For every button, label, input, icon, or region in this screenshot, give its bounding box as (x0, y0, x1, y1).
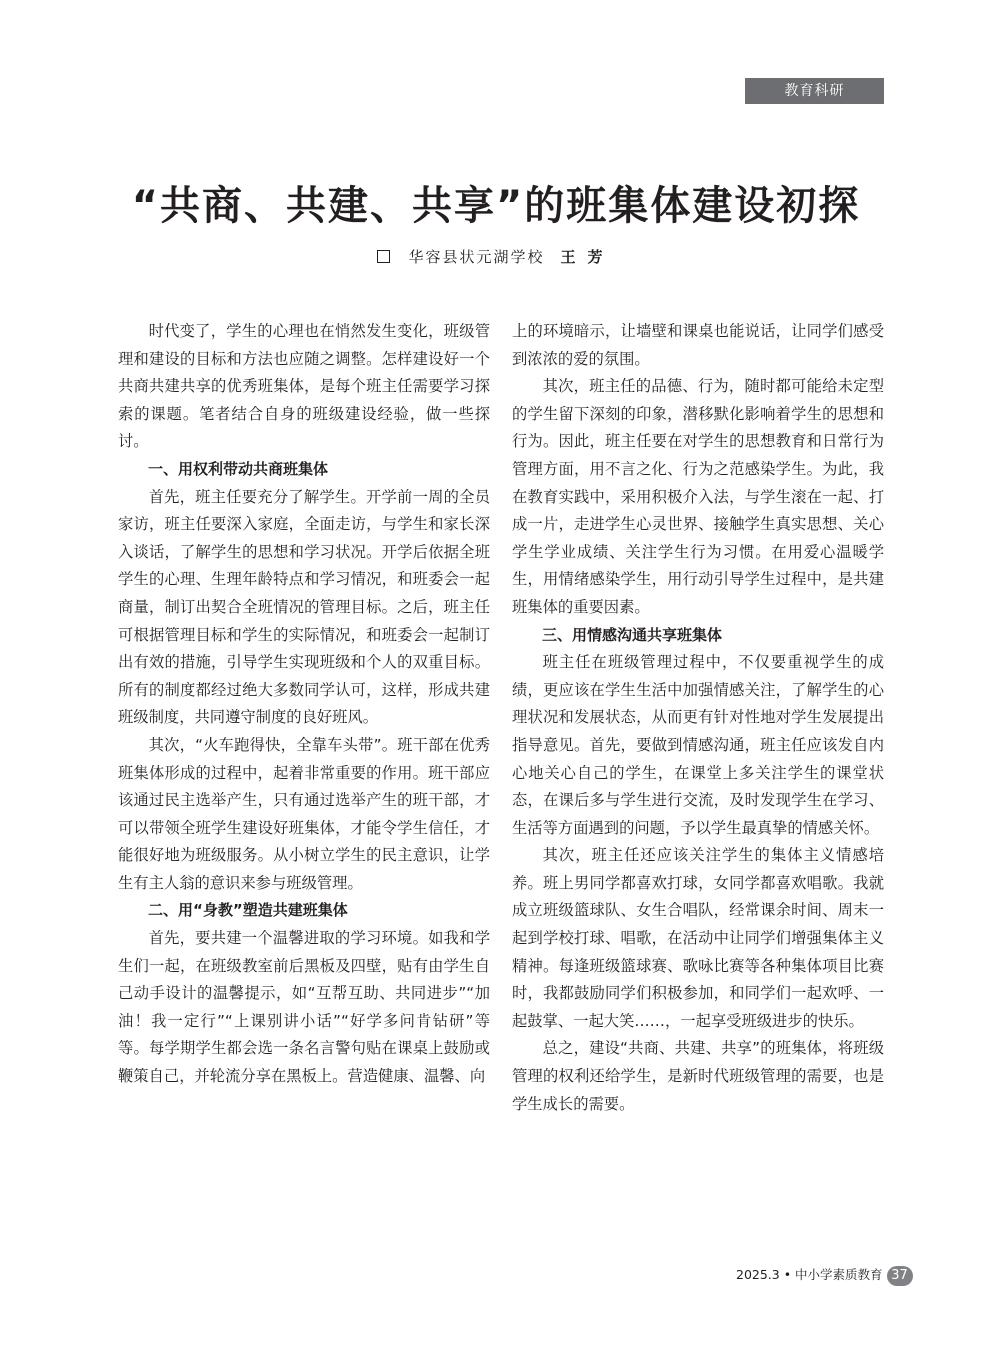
issue-info: 2025.3 • 中小学素质教育 (736, 1267, 883, 1282)
body-paragraph: 班主任在班级管理过程中，不仅要重视学生的成绩，更应该在学生生活中加强情感关注，了解学生的心理状况和发展状态，从而更有针对性地对学生发展提出指导意见。首先，要做到情感沟通，班主任应该发自内心地关心自己的学生，在课堂上多关注学生的课堂状态，在课后多与学生进行交流，及时发现学生在学习、生活等方面遇到的问题，予以学生最真挚的情感关怀。 (512, 653, 884, 837)
section-heading-2: 二、用“身教”塑造共建班集体 (148, 901, 348, 920)
left-column (118, 318, 490, 1091)
intro-paragraph: 时代变了，学生的心理也在悄然发生变化，班级管理和建设的目标和方法也应随之调整。怎样建设好一个共商共建共享的优秀班集体，是每个班主任需要学习探索的课题。笔者结合自身的班级建设经验，做一些探讨。 (118, 322, 490, 451)
page-number: 37 (887, 1266, 913, 1286)
author-school: 华容县状元湖学校 (408, 248, 545, 266)
section-heading-3: 三、用情感沟通共享班集体 (542, 625, 723, 644)
section-heading-1: 一、用权利带动共商班集体 (148, 459, 329, 478)
square-bullet-icon (377, 250, 390, 263)
right-column (512, 318, 884, 1118)
article-title: “共商、共建、共享”的班集体建设初探 (131, 183, 861, 229)
body-paragraph: 首先，班主任要充分了解学生。开学前一周的全员家访，班主任要深入家庭，全面走访，与学生和家长深入谈话，了解学生的思想和学习状况。开学后依据全班学生的心理、生理年龄特点和学习情况，和班委会一起商量，制订出契合全班情况的管理目标。之后，班主任可根据管理目标和学生的实际情况，和班委会一起制订出有效的措施，引导学生实现班级和个人的双重目标。所有的制度都经过绝大多数同学认可，这样，形成共建班级制度，共同遵守制度的良好班风。 (118, 487, 490, 727)
author-name: 王芳 (560, 248, 615, 266)
body-paragraph-continued: 上的环境暗示，让墙壁和课桌也能说话，让同学们感受到浓浓的爱的氛围。 (512, 322, 884, 368)
page-footer (736, 1264, 913, 1286)
body-paragraph: 其次，“火车跑得快，全靠车头带”。班干部在优秀班集体形成的过程中，起着非常重要的作用。班干部应该通过民主选举产生，只有通过选举产生的班干部，才可以带领全班学生建设好班集体，才能令学生信任，才能很好地为班级服务。从小树立学生的民主意识，让学生有主人翁的意识来参与班级管理。 (118, 735, 490, 892)
conclusion-paragraph: 总之，建设“共商、共建、共享”的班集体，将班级管理的权利还给学生，是新时代班级管理的需要，也是学生成长的需要。 (512, 1039, 884, 1113)
body-paragraph: 首先，要共建一个温馨进取的学习环境。如我和学生们一起，在班级教室前后黑板及四壁，贴有由学生自己动手设计的温馨提示，如“互帮互助、共同进步”“加油！我一定行”“上课别讲小话”“好学多问肯钻研”等等。每学期学生都会选一条名言警句贴在课桌上鼓励或鞭策自己，并轮流分享在黑板上。营造健康、温馨、向 (118, 929, 490, 1086)
body-paragraph: 其次，班主任的品德、行为，随时都可能给未定型的学生留下深刻的印象，潜移默化影响着学生的思想和行为。因此，班主任要在对学生的思想教育和日常行为管理方面，用不言之化、行为之范感染学生。为此，我在教育实践中，采用积极介入法，与学生滚在一起、打成一片，走进学生心灵世界、接触学生真实思想、关心学生学业成绩、关注学生行为习惯。在用爱心温暖学生，用情绪感染学生，用行动引导学生过程中，是共建班集体的重要因素。 (512, 377, 884, 616)
byline (0, 246, 992, 267)
body-paragraph: 其次，班主任还应该关注学生的集体主义情感培养。班上男同学都喜欢打球，女同学都喜欢唱歌。我就成立班级篮球队、女生合唱队，经常课余时间、周末一起到学校打球、唱歌，在活动中让同学们增强集体主义精神。每逢班级篮球赛、歌咏比赛等各种集体项目比赛时，我都鼓励同学们积极参加，和同学们一起欢呼、一起鼓掌、一起大笑……，一起享受班级进步的快乐。 (512, 846, 884, 1030)
section-tag: 教育科研 (745, 78, 884, 104)
